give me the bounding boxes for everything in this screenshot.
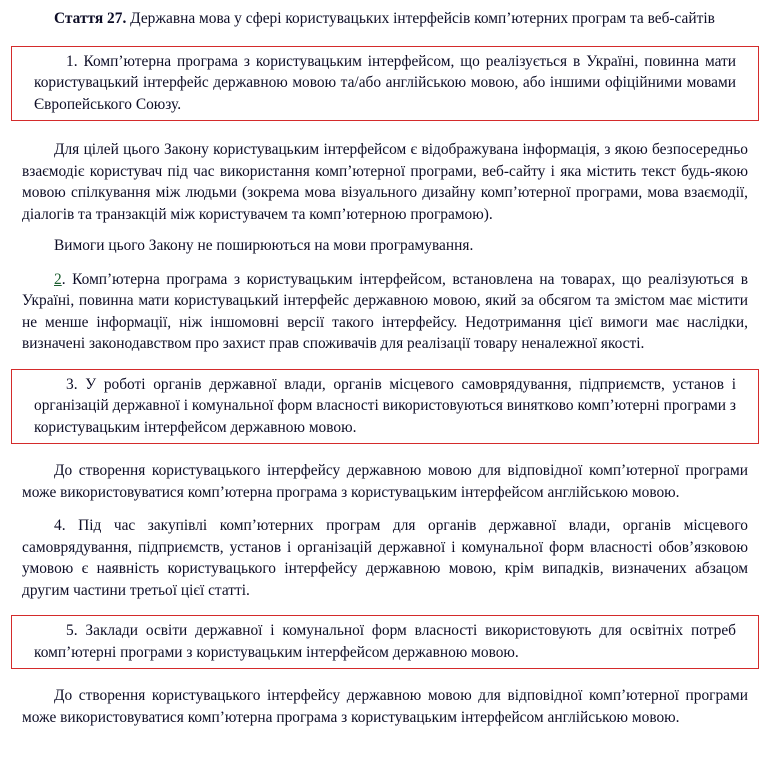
spacer <box>0 503 770 515</box>
paragraph-part-2 <box>0 269 770 355</box>
highlight-box-part-5 <box>11 615 759 669</box>
spacer <box>0 669 770 685</box>
part-2-number-suffix: . <box>61 270 73 288</box>
spacer <box>0 355 770 369</box>
highlight-box-part-1 <box>11 46 759 122</box>
paragraph-part-1-note-1: Для цілей цього Закону користувацьким інтерфейсом є відображувана інформація, з якою безпосередньо взаємодіє користувач під час використання комп’ютерної програми, веб-сайту і яка містить текст будь-якою мовою спілкування між людьми (зокрема мова візуального дизайну комп’ютерної програми, мова взаємодії, діалогів та транзакцій між користувачем та комп’ютерною програмою). <box>22 141 748 223</box>
paragraph-part-3-note: До створення користувацького інтерфейсу державною мовою для відповідної комп’ютерної програми може використовуватися комп’ютерна програма з користувацьким інтерфейсом англійською мовою. <box>22 462 748 501</box>
spacer <box>0 225 770 235</box>
article-title-text: Державна мова у сфері користувацьких інтерфейсів комп’ютерних програм та веб-сайтів <box>126 10 715 27</box>
paragraph-part-1-note-2: Вимоги цього Закону не поширюються на мови програмування. <box>54 237 474 254</box>
paragraph-part-5-note: До створення користувацького інтерфейсу державною мовою для відповідної комп’ютерної програми може використовуватися комп’ютерна програма з користувацьким інтерфейсом англійською мовою. <box>22 687 748 726</box>
spacer <box>0 121 770 139</box>
highlight-box-part-3 <box>11 369 759 445</box>
part-2-body-text: Комп’ютерна програма з користувацьким інтерфейсом, встановлена на товарах, що реалізуються в Україні, повинна мати користувацький інтерфейс державною мовою, який за обсягом та змістом має містити не менше інформації, ніж іншомовні версії такого інтерфейсу. Недотримання цієї вимоги має наслідки, визначені законодавством про захист прав споживачів для реалізації товару неналежної якості. <box>22 270 748 352</box>
spacer <box>0 30 770 46</box>
paragraph-part-5: 5. Заклади освіти державної і комунальної форм власності використовують для освітніх потреб комп’ютерні програми з користувацьким інтерфейсом державною мовою. <box>34 622 736 661</box>
paragraph-part-1: 1. Комп’ютерна програма з користувацьким інтерфейсом, що реалізується в Україні, повинна мати користувацький інтерфейс державною мовою та/або англійською мовою, або іншими офіційними мовами Європейського Союзу. <box>34 52 736 113</box>
spacer <box>0 257 770 269</box>
spacer <box>0 601 770 615</box>
part-2-number-link[interactable]: 2 <box>54 270 62 288</box>
article-number-label: Стаття 27. <box>54 10 127 27</box>
paragraph-part-4: 4. Під час закупівлі комп’ютерних програм для органів державної влади, органів місцевого самоврядування, підприємств, установ і організацій державної і комунальної форм власності обов’язковою умовою є наявність користувацького інтерфейсу державною мовою, крім випадків, визначених абзацом другим частини третьої цієї статті. <box>22 517 748 599</box>
article-heading <box>0 0 770 30</box>
spacer <box>0 444 770 460</box>
paragraph-part-3: 3. У роботі органів державної влади, органів місцевого самоврядування, підприємств, установ і організацій державної і комунальної форм власності використовуються винятково комп’ютерні програми з користувацьким інтерфейсом державною мовою. <box>34 375 736 436</box>
